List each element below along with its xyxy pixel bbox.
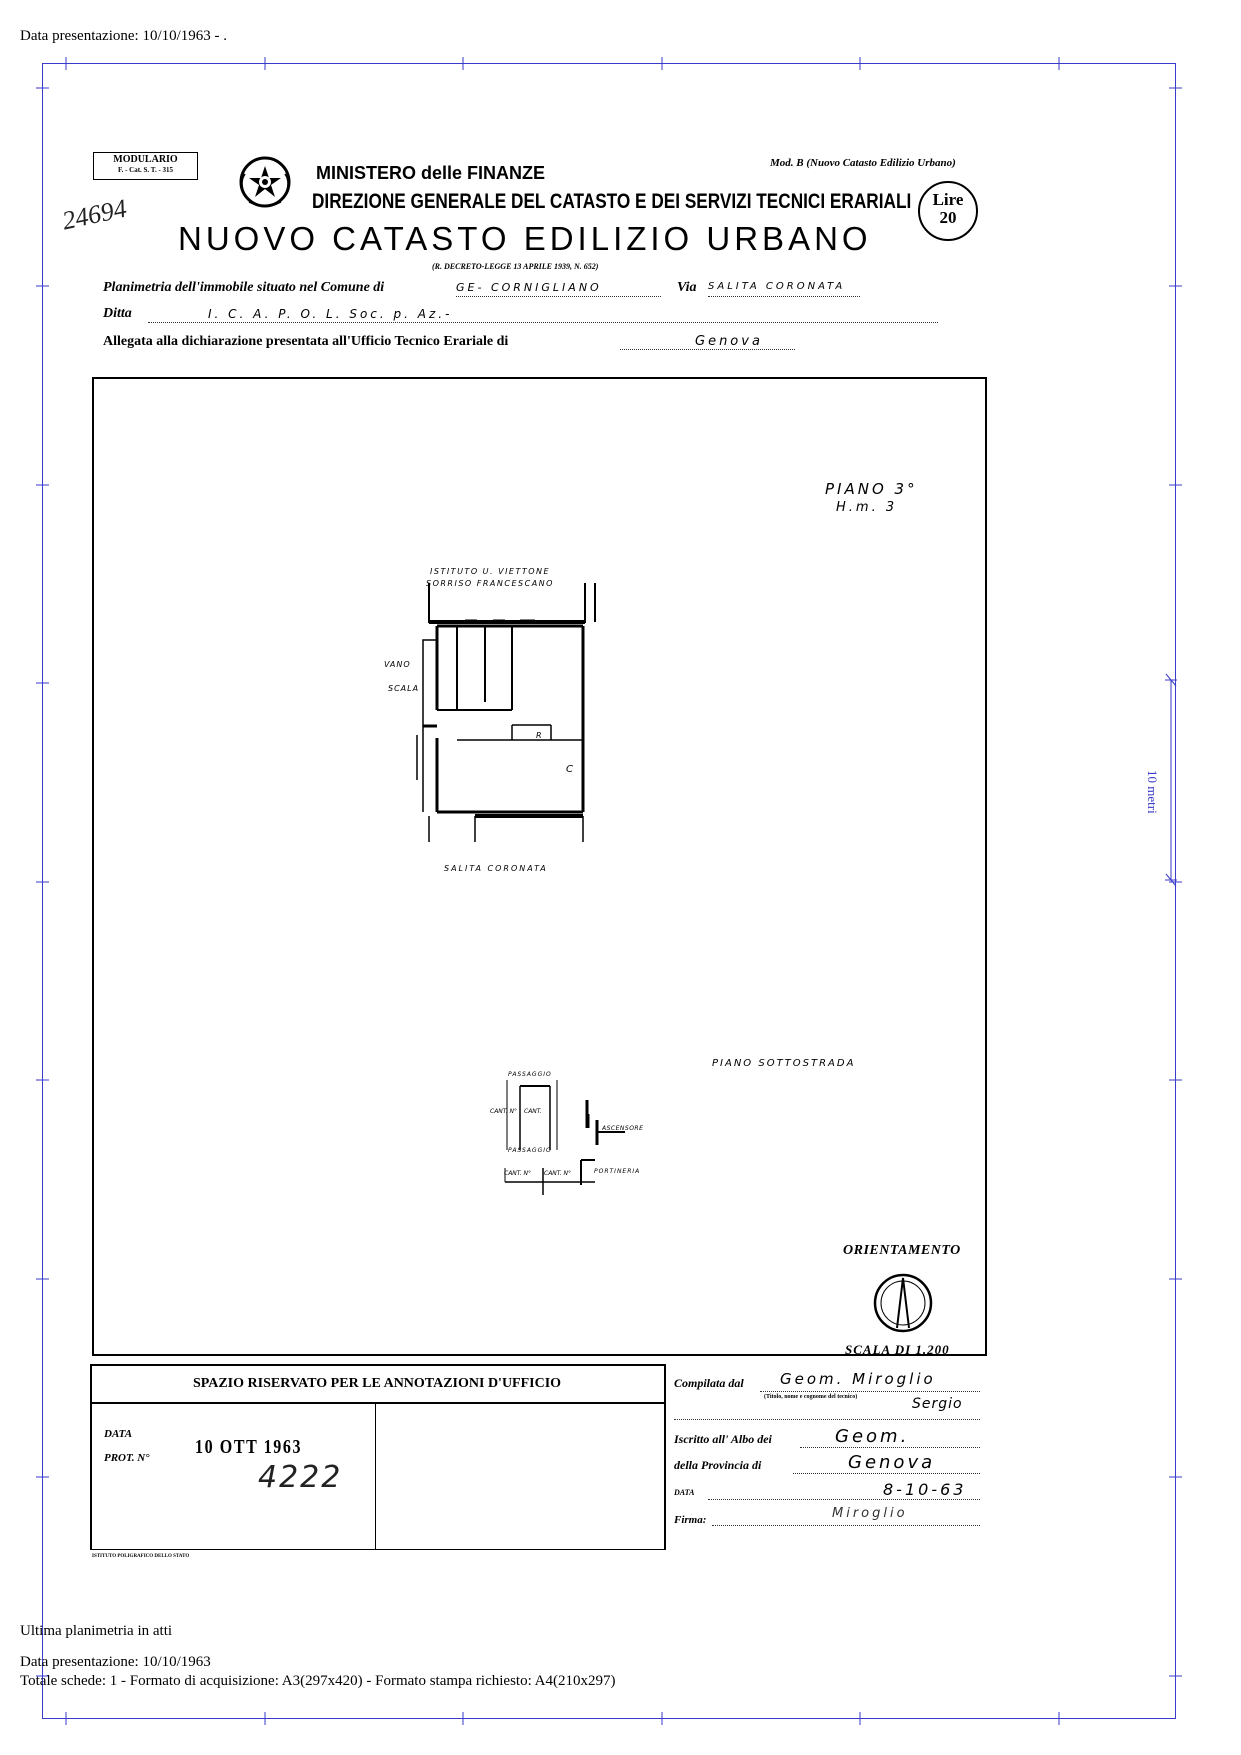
allegata-label: Allegata alla dichiarazione presentata all'Ufficio Tecnico Erariale di bbox=[103, 334, 509, 349]
ditta-value: I. C. A. P. O. L. Soc. p. Az.- bbox=[148, 307, 938, 323]
planimetria-label: Planimetria dell'immobile situato nel Comune di bbox=[103, 280, 385, 295]
modulario-box bbox=[93, 152, 198, 180]
piano-sottostrada-label: PIANO SOTTOSTRADA bbox=[712, 1058, 856, 1069]
provincia-label: della Provincia di bbox=[674, 1458, 762, 1472]
direction-title: DIREZIONE GENERALE DEL CATASTO E DEI SERVIZI TECNICI ERARIALI bbox=[312, 190, 912, 213]
iscritto-label: Iscritto all' Albo dei bbox=[674, 1432, 772, 1446]
lire-stamp bbox=[918, 181, 978, 241]
via-value: SALITA CORONATA bbox=[708, 281, 860, 297]
republic-emblem-icon bbox=[235, 152, 295, 212]
vano-label: VANO bbox=[384, 660, 411, 669]
iscritto-value: Geom. bbox=[800, 1426, 980, 1448]
ditta-label: Ditta bbox=[103, 306, 132, 321]
mod-b-label: Mod. B (Nuovo Catasto Edilizio Urbano) bbox=[770, 157, 956, 169]
altezza-label: H.m. 3 bbox=[836, 500, 898, 515]
lire-value: 20 bbox=[939, 208, 957, 227]
compass-icon bbox=[872, 1272, 934, 1334]
modulario-code: F. - Cat. S. T. - 315 bbox=[117, 166, 174, 174]
floor-plan-sottostrada bbox=[495, 1070, 665, 1200]
compilata-value-2: Sergio bbox=[912, 1396, 963, 1412]
cant-label-1: CANT. N° bbox=[490, 1108, 518, 1115]
provincia-value: Genova bbox=[793, 1452, 980, 1474]
scala-value: SCALA DI 1.200 bbox=[845, 1342, 950, 1357]
data-label: DATA bbox=[104, 1428, 133, 1440]
compilata-label: Compilata dal bbox=[674, 1376, 744, 1390]
decree-label: (R. DECRETO-LEGGE 13 APRILE 1939, N. 652) bbox=[432, 262, 599, 271]
main-title: NUOVO CATASTO EDILIZIO URBANO bbox=[178, 220, 872, 257]
via-label: Via bbox=[677, 280, 697, 295]
footer-totale: Totale schede: 1 - Formato di acquisizione: A3(297x420) - Formato stampa richiesto: A4(210x297) bbox=[20, 1673, 616, 1689]
stamp-date: 10 OTT 1963 bbox=[195, 1436, 303, 1458]
margin-number: 24694 bbox=[59, 193, 130, 236]
titolo-note: (Titolo, nome e cognome del tecnico) bbox=[764, 1394, 858, 1400]
firma-value: Miroglio bbox=[712, 1506, 980, 1526]
data-value-label: DATA bbox=[674, 1488, 695, 1497]
cant-label-4: CANT. N° bbox=[544, 1170, 572, 1177]
compilata-line-2 bbox=[674, 1418, 980, 1420]
footer-data: Data presentazione: 10/10/1963 bbox=[20, 1654, 211, 1670]
floor-plan-3 bbox=[415, 580, 615, 860]
passaggio-label: PASSAGGIO bbox=[508, 1071, 552, 1078]
ministry-title: MINISTERO delle FINANZE bbox=[316, 163, 546, 183]
office-header: SPAZIO RISERVATO PER LE ANNOTAZIONI D'UFFICIO bbox=[192, 1376, 562, 1391]
modulario-label: MODULARIO bbox=[113, 154, 178, 165]
istituto-label-2: SORRISO FRANCESCANO bbox=[426, 579, 554, 588]
room-c-label: C bbox=[566, 764, 576, 775]
scala-label: SCALA bbox=[388, 684, 420, 693]
scale-bar-label: 10 metri bbox=[1145, 770, 1160, 814]
orientamento-label: ORIENTAMENTO bbox=[843, 1243, 961, 1258]
portineria-label: PORTINERIA bbox=[594, 1168, 641, 1175]
cant-label-3: CANT. N° bbox=[504, 1170, 532, 1177]
firma-label: Firma: bbox=[674, 1514, 707, 1526]
footer-ultima: Ultima planimetria in atti bbox=[20, 1623, 173, 1639]
ascensore-label: ASCENSORE bbox=[602, 1125, 644, 1132]
istituto-label-1: ISTITUTO U. VIETTONE bbox=[430, 567, 551, 576]
prot-number: 4222 bbox=[258, 1460, 343, 1495]
room-r-label: R bbox=[536, 731, 545, 740]
comune-value: GE- CORNIGLIANO bbox=[456, 281, 661, 297]
data-value: 8-10-63 bbox=[708, 1480, 980, 1500]
compilata-value: Geom. Miroglio bbox=[760, 1370, 980, 1392]
piano-label: PIANO 3° bbox=[825, 480, 918, 498]
ufficio-value: Genova bbox=[620, 334, 795, 350]
page-header: Data presentazione: 10/10/1963 - . bbox=[20, 28, 228, 44]
prot-label: PROT. N° bbox=[104, 1452, 150, 1464]
printer-label: ISTITUTO POLIGRAFICO DELLO STATO bbox=[92, 1554, 190, 1559]
salita-label: SALITA CORONATA bbox=[444, 864, 548, 873]
passaggio-label-2: PASSAGGIO bbox=[508, 1147, 552, 1154]
cant-label-2: CANT. bbox=[524, 1108, 542, 1115]
lire-label: Lire bbox=[932, 190, 964, 209]
